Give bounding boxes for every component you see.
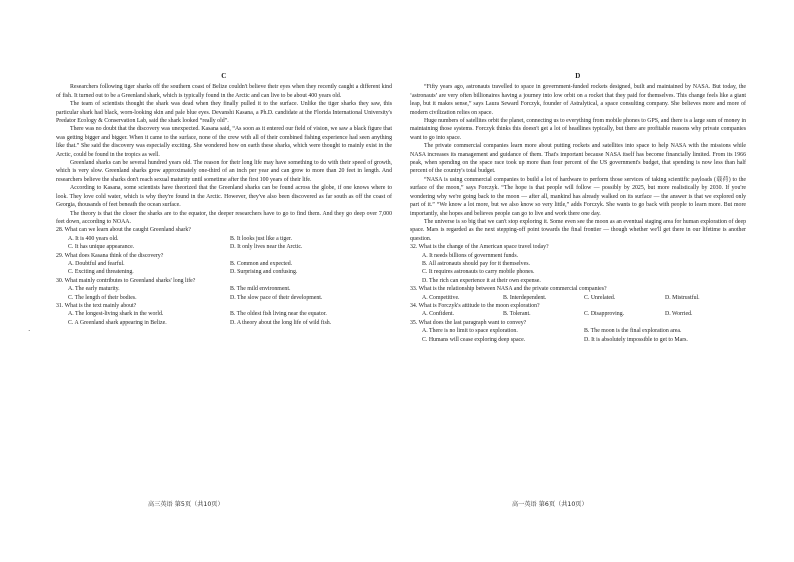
passage-c-paragraph-1: Researchers following tiger sharks off the southern coast of Belize couldn't believe their eyes when they recently caught a different kind of fish. It turned out to be a Greenland shark, which is typically found in the Arctic and can live to be about 400 years old. — [56, 84, 392, 99]
question-30 — [56, 277, 392, 302]
answer-option: C. It has unique appearance. — [68, 244, 135, 251]
answer-option: D. A theory about the long life of wild fish. — [230, 319, 332, 326]
passage-c-title: C — [221, 72, 227, 80]
answer-option: C. It requires astronauts to carry mobile phones. — [422, 269, 535, 276]
answer-option: A. Competitive. — [422, 294, 460, 301]
answer-option: A. Doubtful and fearful. — [68, 260, 125, 267]
passage-c-paragraph-6: The theory is that the closer the sharks are to the equator, the deeper researchers have to go to find them. And they go deep over 7,000 feet down, according to NOAA. — [56, 210, 392, 225]
question-35 — [410, 319, 746, 344]
passage-d-paragraph-2: Huge numbers of satellites orbit the planet, connecting us to everything from mobile phones to GPS, and there is a large sum of money in maintaining those systems. Forczyk thinks this doesn't get a lot of headlines typically, but there are profitable reasons why private companies want to go into space. — [410, 118, 746, 141]
question-32 — [410, 243, 746, 285]
answer-option: C. Disapproving. — [584, 311, 625, 318]
answer-option: A. The early maturity. — [68, 286, 120, 293]
answer-option: D. Worried. — [665, 311, 693, 318]
margin-mark: · — [28, 327, 31, 335]
answer-option: A. It needs billions of government funds. — [422, 252, 519, 259]
answer-option: B. The mild environment. — [230, 286, 291, 293]
passage-c-paragraph-4: Greenland sharks can be several hundred years old. The reason for their long life may have something to do with their speed of growth, which is very slow. Greenland sharks grow approximately one-third of an inch per year and can grow to more than 20 feet in length. And researchers believe the sharks don't reach sexual maturity until sometime after the first 100 years of their life. — [56, 160, 392, 183]
passage-c-paragraph-5: According to Kasana, some scientists have theorized that the Greenland sharks can be found across the globe, if one knows where to look. They love cold water, which is why they're found in the Arctic. However, they've also been discovered as far south as off the coast of Georgia, thousands of feet beneath the ocean surface. — [56, 185, 392, 209]
answer-option: C. Humans will cease exploring deep space. — [422, 336, 526, 343]
answer-option: B. It looks just like a tiger. — [230, 235, 293, 242]
answer-option: C. Exciting and threatening. — [68, 269, 134, 276]
question-29 — [56, 252, 392, 277]
answer-option: B. All astronauts should pay for it themselves. — [422, 260, 530, 267]
answer-option: B. Common and expected. — [230, 260, 293, 267]
answer-option: C. Unrelated. — [584, 294, 616, 301]
passage-d-paragraph-3: The private commercial companies learn more about putting rockets and satellites into space to help NASA with the missions while NASA increases its management and guidance of them. That's important because NASA itself has become financially limited. From its 1966 peak, when spending on the space race took up more than four percent of the US government's budget, that spending is now less than half percent of the country's total budget. — [410, 143, 746, 175]
passage-c-column — [56, 72, 392, 327]
question-stem: 34. What is Forczyk's attitude to the moon exploration? — [410, 302, 540, 309]
passage-d-paragraph-1: “Fifty years ago, astronauts travelled to space in government-funded rockets designed, built and maintained by NASA. But today, the ‘astronauts’ are very often billionaires having a journey into low orbit on a rocket that they paid for themselves. This change feels like a giant leap, but it makes sense,” says Laura Seward Forczyk, founder of Astralytical, a space consulting company. She believes more and more of modern civilization relies on space. — [410, 84, 746, 116]
answer-option: A. It is 400 years old. — [68, 235, 119, 242]
answer-option: A. Confident. — [422, 311, 454, 318]
question-stem: 35. What does the last paragraph want to convey? — [410, 319, 527, 326]
answer-option: B. The moon is the final exploration area. — [584, 328, 682, 335]
question-31 — [56, 302, 392, 327]
question-stem: 31. What is the text mainly about? — [56, 302, 137, 309]
passage-c-paragraph-2: The team of scientists thought the shark was dead when they finally pulled it to the surface. Unlike the tiger sharks they saw, this particular shark had black, worn-looking skin and pale blue eyes. Devanshi Kasana, a Ph.D. candidate at the Florida International University's Predator Ecology & Conservation Lab, said the shark looked “really old”. — [56, 101, 392, 125]
answer-option: B. The oldest fish living near the equator. — [230, 311, 327, 318]
answer-option: D. The rich can experience it at their own expense. — [422, 277, 541, 284]
question-stem: 30. What mainly contributes to Greenland sharks' long life? — [56, 277, 196, 284]
question-stem: 32. What is the change of the American space travel today? — [410, 244, 549, 251]
question-33 — [410, 285, 746, 302]
passage-c-paragraph-3: There was no doubt that the discovery was unexpected. Kasana said, “As soon as it entered our field of vision, we saw a black figure that was getting bigger and bigger. When it came to the surface, none of the crew with all of their combined fishing experience had seen anything like that.” She said the discovery was especially exciting. She wondered how on earth these sharks, which were thought to mainly exist in the Arctic, could be found in the tropics as well. — [56, 126, 392, 158]
question-stem: 28. What can we learn about the caught Greenland shark? — [56, 227, 191, 234]
page-footer-left: 高三英语 第5页（共10页） — [148, 501, 224, 508]
question-28 — [56, 226, 392, 251]
passage-d-title: D — [575, 72, 581, 80]
question-stem: 29. What does Kasana think of the discovery? — [56, 252, 164, 259]
answer-option: B. Interdependent. — [503, 294, 547, 301]
question-stem: 33. What is the relationship between NASA and the private commercial companies? — [410, 286, 607, 293]
answer-option: D. Surprising and confusing. — [230, 269, 298, 276]
answer-option: B. Tolerant. — [503, 311, 531, 318]
answer-option: D. Mistrustful. — [665, 294, 700, 301]
question-34 — [410, 302, 746, 319]
answer-option: D. It is absolutely impossible to get to Mars. — [584, 336, 688, 343]
passage-d-paragraph-5: The universe is so big that we can't stop exploring it. Some even see the moon as an eventual staging area for human exploration of deep space. Mars is regarded as the next stepping-off point towards the final frontier — though whether we'll get there in our lifetime is another question. — [410, 218, 746, 242]
passage-d-paragraph-4: “NASA is using commercial companies to build a lot of hardware to perform those services of taking scientific payloads (载荷) to the surface of the moon,” says Forczyk. “The hope is that people will follow — possibly by 2025, but more realistically by 2030. If you're wondering why we're going back to the moon — after all, mankind has already walked on its surface — the answer is that we explored only part of it.” “We know a lot more, but we also know so very little,” adds Forczyk. She wants to go back with people to learn more. But more importantly, she hopes and believes people can go to live and work there one day. — [410, 176, 746, 217]
answer-option: D. The slow pace of their development. — [230, 294, 323, 301]
answer-option: C. A Greenland shark appearing in Belize. — [68, 319, 167, 326]
answer-option: A. There is no limit to space exploration. — [422, 328, 518, 335]
page-footer-right: 高一英语 第6页（共10页） — [512, 501, 588, 508]
answer-option: C. The length of their bodies. — [68, 294, 137, 301]
answer-option: A. The longest-living shark in the world. — [68, 311, 164, 318]
passage-d-column — [410, 72, 746, 344]
answer-option: D. It only lives near the Arctic. — [230, 244, 303, 251]
